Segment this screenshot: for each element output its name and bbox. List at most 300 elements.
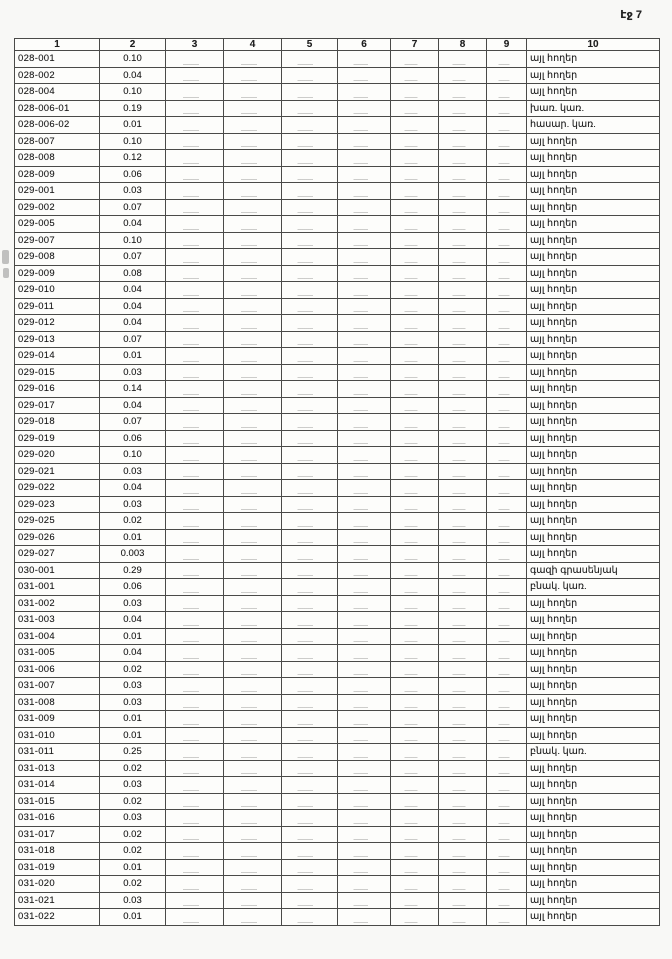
table-row: [15, 265, 660, 282]
value-cell: 0.01: [100, 711, 166, 728]
table-row: [15, 876, 660, 893]
empty-cell: [224, 381, 282, 398]
empty-cell: [439, 496, 487, 513]
empty-cell: [439, 84, 487, 101]
column-header: 2: [100, 39, 166, 51]
empty-cell: [224, 397, 282, 414]
land-use-cell: այլ հողեր: [527, 447, 660, 464]
empty-cell: [439, 645, 487, 662]
empty-cell: [391, 529, 439, 546]
empty-cell: [439, 628, 487, 645]
empty-cell: [338, 826, 391, 843]
empty-cell: [224, 133, 282, 150]
empty-cell: [338, 381, 391, 398]
empty-cell: [166, 249, 224, 266]
empty-cell: [439, 447, 487, 464]
empty-cell: [439, 282, 487, 299]
empty-cell: [166, 678, 224, 695]
empty-cell: [338, 496, 391, 513]
code-cell: 030-001: [15, 562, 100, 579]
empty-cell: [282, 793, 338, 810]
empty-cell: [391, 876, 439, 893]
empty-cell: [439, 513, 487, 530]
value-cell: 0.04: [100, 216, 166, 233]
empty-cell: [224, 364, 282, 381]
empty-cell: [224, 150, 282, 167]
table-row: [15, 744, 660, 761]
empty-cell: [487, 595, 527, 612]
empty-cell: [338, 232, 391, 249]
empty-cell: [338, 463, 391, 480]
land-use-cell: այլ հողեր: [527, 199, 660, 216]
empty-cell: [391, 579, 439, 596]
empty-cell: [224, 859, 282, 876]
table-row: [15, 645, 660, 662]
empty-cell: [391, 892, 439, 909]
empty-cell: [224, 595, 282, 612]
value-cell: 0.06: [100, 430, 166, 447]
empty-cell: [282, 529, 338, 546]
empty-cell: [439, 183, 487, 200]
empty-cell: [439, 166, 487, 183]
empty-cell: [487, 150, 527, 167]
land-use-cell: այլ հողեր: [527, 513, 660, 530]
value-cell: 0.01: [100, 727, 166, 744]
empty-cell: [338, 711, 391, 728]
code-cell: 028-009: [15, 166, 100, 183]
empty-cell: [439, 430, 487, 447]
empty-cell: [338, 661, 391, 678]
empty-cell: [391, 166, 439, 183]
code-cell: 031-018: [15, 843, 100, 860]
empty-cell: [487, 331, 527, 348]
empty-cell: [487, 348, 527, 365]
empty-cell: [487, 793, 527, 810]
table-row: [15, 810, 660, 827]
code-cell: 029-013: [15, 331, 100, 348]
empty-cell: [338, 810, 391, 827]
empty-cell: [224, 51, 282, 68]
empty-cell: [487, 397, 527, 414]
value-cell: 0.10: [100, 133, 166, 150]
empty-cell: [338, 100, 391, 117]
empty-cell: [282, 117, 338, 134]
value-cell: 0.02: [100, 826, 166, 843]
empty-cell: [224, 843, 282, 860]
value-cell: 0.06: [100, 579, 166, 596]
empty-cell: [439, 892, 487, 909]
value-cell: 0.10: [100, 84, 166, 101]
empty-cell: [487, 133, 527, 150]
empty-cell: [282, 678, 338, 695]
column-header: 3: [166, 39, 224, 51]
empty-cell: [166, 430, 224, 447]
empty-cell: [338, 249, 391, 266]
empty-cell: [282, 826, 338, 843]
empty-cell: [166, 232, 224, 249]
empty-cell: [439, 265, 487, 282]
code-cell: 029-005: [15, 216, 100, 233]
empty-cell: [282, 496, 338, 513]
empty-cell: [391, 843, 439, 860]
empty-cell: [391, 727, 439, 744]
empty-cell: [338, 315, 391, 332]
empty-cell: [224, 282, 282, 299]
table-row: [15, 612, 660, 629]
empty-cell: [487, 166, 527, 183]
table-row: [15, 562, 660, 579]
empty-cell: [224, 579, 282, 596]
value-cell: 0.04: [100, 612, 166, 629]
empty-cell: [391, 447, 439, 464]
empty-cell: [338, 265, 391, 282]
code-cell: 029-015: [15, 364, 100, 381]
value-cell: 0.10: [100, 232, 166, 249]
empty-cell: [282, 364, 338, 381]
empty-cell: [338, 447, 391, 464]
empty-cell: [282, 348, 338, 365]
value-cell: 0.04: [100, 645, 166, 662]
land-use-cell: այլ հողեր: [527, 216, 660, 233]
empty-cell: [166, 364, 224, 381]
code-cell: 029-010: [15, 282, 100, 299]
land-use-cell: այլ հողեր: [527, 348, 660, 365]
empty-cell: [282, 909, 338, 926]
land-use-cell: այլ հողեր: [527, 414, 660, 431]
empty-cell: [487, 711, 527, 728]
empty-cell: [166, 265, 224, 282]
empty-cell: [487, 183, 527, 200]
empty-cell: [391, 645, 439, 662]
empty-cell: [282, 661, 338, 678]
empty-cell: [282, 876, 338, 893]
table-row: [15, 430, 660, 447]
value-cell: 0.02: [100, 513, 166, 530]
empty-cell: [224, 529, 282, 546]
empty-cell: [338, 199, 391, 216]
code-cell: 031-021: [15, 892, 100, 909]
empty-cell: [391, 381, 439, 398]
empty-cell: [224, 645, 282, 662]
empty-cell: [224, 249, 282, 266]
empty-cell: [487, 67, 527, 84]
value-cell: 0.03: [100, 678, 166, 695]
table-row: [15, 249, 660, 266]
value-cell: 0.03: [100, 810, 166, 827]
empty-cell: [224, 892, 282, 909]
code-cell: 029-012: [15, 315, 100, 332]
table-row: [15, 364, 660, 381]
code-cell: 029-009: [15, 265, 100, 282]
empty-cell: [166, 331, 224, 348]
value-cell: 0.04: [100, 397, 166, 414]
empty-cell: [224, 777, 282, 794]
empty-cell: [166, 381, 224, 398]
empty-cell: [224, 562, 282, 579]
empty-cell: [224, 760, 282, 777]
land-use-cell: այլ հողեր: [527, 826, 660, 843]
code-cell: 029-023: [15, 496, 100, 513]
empty-cell: [439, 612, 487, 629]
table-row: [15, 480, 660, 497]
code-cell: 031-010: [15, 727, 100, 744]
empty-cell: [338, 480, 391, 497]
table-row: [15, 661, 660, 678]
empty-cell: [391, 810, 439, 827]
empty-cell: [338, 777, 391, 794]
code-cell: 031-002: [15, 595, 100, 612]
scan-artifact: [3, 268, 9, 278]
empty-cell: [282, 166, 338, 183]
empty-cell: [224, 513, 282, 530]
code-cell: 029-008: [15, 249, 100, 266]
empty-cell: [338, 51, 391, 68]
code-cell: 029-026: [15, 529, 100, 546]
empty-cell: [338, 414, 391, 431]
value-cell: 0.07: [100, 199, 166, 216]
empty-cell: [166, 496, 224, 513]
code-cell: 029-021: [15, 463, 100, 480]
empty-cell: [282, 843, 338, 860]
table-row: [15, 166, 660, 183]
empty-cell: [439, 694, 487, 711]
code-cell: 028-007: [15, 133, 100, 150]
code-cell: 028-004: [15, 84, 100, 101]
empty-cell: [338, 595, 391, 612]
empty-cell: [338, 348, 391, 365]
code-cell: 029-022: [15, 480, 100, 497]
empty-cell: [439, 546, 487, 563]
empty-cell: [487, 232, 527, 249]
empty-cell: [391, 777, 439, 794]
empty-cell: [224, 232, 282, 249]
table-row: [15, 513, 660, 530]
value-cell: 0.003: [100, 546, 166, 563]
table-row: [15, 51, 660, 68]
empty-cell: [487, 199, 527, 216]
empty-cell: [439, 51, 487, 68]
empty-cell: [166, 166, 224, 183]
value-cell: 0.03: [100, 777, 166, 794]
land-use-cell: այլ հողեր: [527, 645, 660, 662]
empty-cell: [166, 810, 224, 827]
empty-cell: [391, 859, 439, 876]
land-use-cell: այլ հողեր: [527, 694, 660, 711]
empty-cell: [338, 67, 391, 84]
empty-cell: [282, 645, 338, 662]
empty-cell: [439, 843, 487, 860]
code-cell: 029-025: [15, 513, 100, 530]
empty-cell: [338, 793, 391, 810]
empty-cell: [391, 414, 439, 431]
table-row: [15, 892, 660, 909]
empty-cell: [282, 298, 338, 315]
empty-cell: [391, 661, 439, 678]
table-row: [15, 282, 660, 299]
table-row: [15, 760, 660, 777]
empty-cell: [439, 150, 487, 167]
table-row: [15, 348, 660, 365]
value-cell: 0.01: [100, 117, 166, 134]
empty-cell: [338, 529, 391, 546]
code-cell: 031-004: [15, 628, 100, 645]
empty-cell: [282, 100, 338, 117]
empty-cell: [166, 447, 224, 464]
empty-cell: [439, 727, 487, 744]
empty-cell: [166, 826, 224, 843]
land-use-cell: այլ հողեր: [527, 760, 660, 777]
empty-cell: [391, 150, 439, 167]
empty-cell: [282, 892, 338, 909]
table-row: [15, 298, 660, 315]
column-header: 5: [282, 39, 338, 51]
empty-cell: [338, 744, 391, 761]
empty-cell: [439, 298, 487, 315]
table-row: [15, 678, 660, 695]
empty-cell: [439, 678, 487, 695]
empty-cell: [166, 661, 224, 678]
land-use-cell: այլ հողեր: [527, 892, 660, 909]
empty-cell: [487, 678, 527, 695]
table-row: [15, 397, 660, 414]
empty-cell: [166, 51, 224, 68]
empty-cell: [224, 876, 282, 893]
empty-cell: [282, 579, 338, 596]
value-cell: 0.12: [100, 150, 166, 167]
empty-cell: [487, 628, 527, 645]
land-use-cell: բնակ. կառ.: [527, 744, 660, 761]
empty-cell: [338, 562, 391, 579]
empty-cell: [439, 249, 487, 266]
empty-cell: [487, 612, 527, 629]
empty-cell: [338, 892, 391, 909]
value-cell: 0.29: [100, 562, 166, 579]
empty-cell: [282, 331, 338, 348]
value-cell: 0.03: [100, 183, 166, 200]
empty-cell: [282, 381, 338, 398]
empty-cell: [166, 711, 224, 728]
empty-cell: [224, 744, 282, 761]
empty-cell: [439, 364, 487, 381]
empty-cell: [391, 628, 439, 645]
land-use-cell: այլ հողեր: [527, 331, 660, 348]
land-use-cell: այլ հողեր: [527, 529, 660, 546]
empty-cell: [282, 232, 338, 249]
empty-cell: [439, 315, 487, 332]
value-cell: 0.08: [100, 265, 166, 282]
value-cell: 0.01: [100, 628, 166, 645]
empty-cell: [487, 480, 527, 497]
code-cell: 029-002: [15, 199, 100, 216]
value-cell: 0.01: [100, 909, 166, 926]
land-use-cell: այլ հողեր: [527, 265, 660, 282]
empty-cell: [282, 463, 338, 480]
land-use-cell: այլ հողեր: [527, 678, 660, 695]
records-table: [14, 38, 660, 926]
value-cell: 0.01: [100, 529, 166, 546]
empty-cell: [224, 183, 282, 200]
empty-cell: [166, 463, 224, 480]
empty-cell: [338, 331, 391, 348]
empty-cell: [166, 562, 224, 579]
empty-cell: [166, 727, 224, 744]
empty-cell: [487, 562, 527, 579]
value-cell: 0.04: [100, 298, 166, 315]
empty-cell: [166, 612, 224, 629]
empty-cell: [439, 859, 487, 876]
empty-cell: [487, 430, 527, 447]
empty-cell: [487, 645, 527, 662]
empty-cell: [166, 859, 224, 876]
table-row: [15, 315, 660, 332]
empty-cell: [166, 579, 224, 596]
table-row: [15, 694, 660, 711]
empty-cell: [391, 249, 439, 266]
code-cell: 028-006-02: [15, 117, 100, 134]
empty-cell: [487, 100, 527, 117]
table-row: [15, 232, 660, 249]
code-cell: 031-001: [15, 579, 100, 596]
land-use-cell: այլ հողեր: [527, 843, 660, 860]
empty-cell: [487, 909, 527, 926]
empty-cell: [391, 496, 439, 513]
value-cell: 0.10: [100, 51, 166, 68]
empty-cell: [282, 711, 338, 728]
empty-cell: [439, 744, 487, 761]
code-cell: 028-008: [15, 150, 100, 167]
empty-cell: [282, 397, 338, 414]
empty-cell: [282, 150, 338, 167]
empty-cell: [282, 67, 338, 84]
empty-cell: [439, 414, 487, 431]
empty-cell: [391, 216, 439, 233]
empty-cell: [487, 843, 527, 860]
empty-cell: [391, 397, 439, 414]
empty-cell: [487, 216, 527, 233]
land-use-cell: այլ հողեր: [527, 876, 660, 893]
value-cell: 0.02: [100, 760, 166, 777]
empty-cell: [282, 51, 338, 68]
empty-cell: [282, 760, 338, 777]
column-header: 6: [338, 39, 391, 51]
table-row: [15, 909, 660, 926]
empty-cell: [439, 232, 487, 249]
empty-cell: [166, 348, 224, 365]
empty-cell: [166, 67, 224, 84]
empty-cell: [166, 100, 224, 117]
empty-cell: [338, 760, 391, 777]
empty-cell: [439, 579, 487, 596]
empty-cell: [224, 67, 282, 84]
empty-cell: [391, 133, 439, 150]
value-cell: 0.07: [100, 331, 166, 348]
empty-cell: [487, 265, 527, 282]
land-use-cell: այլ հողեր: [527, 315, 660, 332]
table-row: [15, 150, 660, 167]
empty-cell: [391, 348, 439, 365]
empty-cell: [224, 100, 282, 117]
code-cell: 031-017: [15, 826, 100, 843]
empty-cell: [439, 562, 487, 579]
land-use-cell: այլ հողեր: [527, 661, 660, 678]
value-cell: 0.03: [100, 496, 166, 513]
empty-cell: [391, 480, 439, 497]
land-use-cell: հասար. կառ.: [527, 117, 660, 134]
land-use-cell: այլ հողեր: [527, 612, 660, 629]
empty-cell: [338, 694, 391, 711]
empty-cell: [439, 199, 487, 216]
empty-cell: [282, 183, 338, 200]
